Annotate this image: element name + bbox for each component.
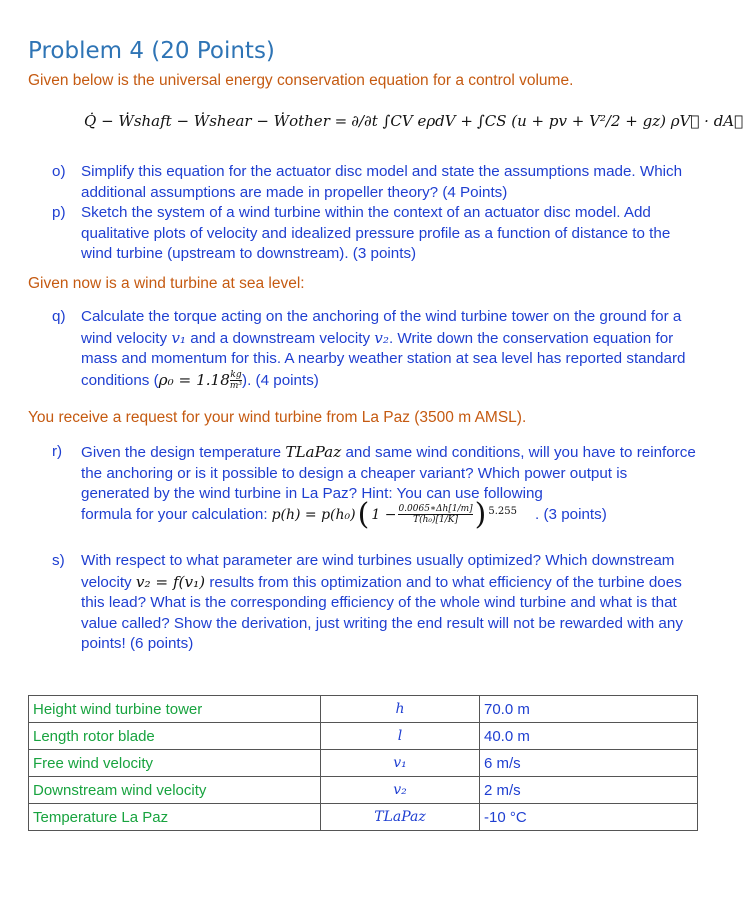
problem-title: Problem 4 (20 Points) [28, 38, 275, 64]
pressure-formula: p(h) = p(h₀) ( 1 − $\frac{0.0065∗\Delta h[1/m]}{\text{T(h₀)[1/K]}}$ ) 5.255 [271, 496, 518, 532]
r-text-a: Given the design temperature [81, 444, 282, 461]
formula-num: 0.0065∗Δh[1/m] [398, 504, 473, 514]
formula-fraction [398, 504, 472, 526]
r-points: . (3 points) [535, 505, 607, 523]
question-o-mark: o) [52, 163, 66, 180]
question-r-mark: r) [52, 443, 63, 460]
row-value: 2 m/s [480, 777, 698, 804]
question-o [52, 162, 697, 203]
table-row [29, 777, 698, 804]
r-formula-label: formula for your calculation: [81, 505, 268, 523]
row-value: 70.0 m [480, 696, 698, 723]
question-r-formula [52, 496, 697, 532]
question-p [52, 203, 697, 265]
row-label: Height wind turbine tower [29, 696, 321, 723]
question-r [52, 442, 697, 505]
r-tlapaz: TLaPaz [285, 443, 342, 461]
row-symbol: h [321, 696, 480, 723]
s-text-a: With respect to what parameter are wind turbines usually optimized? Which downstream velocity [81, 552, 675, 591]
q-rho: ρ₀ = 1.18 [158, 370, 230, 389]
row-value: 6 m/s [480, 750, 698, 777]
q-v2: v₂ [374, 328, 389, 347]
equation-lhs: Q̇ − Ẇshaft − Ẇshear − Ẇother = [84, 112, 348, 130]
row-value: -10 °C [480, 804, 698, 831]
row-label: Free wind velocity [29, 750, 321, 777]
la-paz-request: You receive a request for your wind turbine from La Paz (3500 m AMSL). [28, 409, 527, 426]
row-symbol: l [321, 723, 480, 750]
row-label: Downstream wind velocity [29, 777, 321, 804]
question-r-text [81, 442, 697, 505]
q-unit-num: kg [230, 369, 242, 380]
row-symbol: v₂ [321, 777, 480, 804]
question-s [52, 551, 697, 655]
table-row [29, 804, 698, 831]
r-text-b: and same wind conditions, will you have to reinforce the anchoring or is it possible to design a cheaper variant? Which power output is generated by the wind turbine in La Paz? Hint: You can use following [81, 444, 696, 502]
q-text-b: and a downstream velocity [190, 329, 371, 347]
question-q-mark: q) [52, 308, 66, 325]
given-values-table [28, 695, 698, 831]
formula-lhs: p(h) = p(h₀) [271, 506, 356, 523]
q-v1: v₁ [171, 328, 187, 347]
equation-term-1: ∂/∂t ∫CV eρdV + [351, 112, 473, 130]
table-row [29, 750, 698, 777]
row-label: Temperature La Paz [29, 804, 321, 831]
row-symbol: TLaPaz [321, 804, 480, 831]
table-row [29, 696, 698, 723]
q-text-a: Calculate the torque acting on the anchoring of the wind turbine tower on the ground for a wind velocity [81, 308, 682, 347]
question-q [52, 307, 697, 391]
q-unit [230, 370, 242, 392]
formula-exponent: 5.255 [488, 506, 518, 517]
s-v2f: v₂ = f(v₁) [135, 572, 206, 591]
q-text-d: ). (4 points) [242, 371, 319, 389]
question-p-text: Sketch the system of a wind turbine within the context of an actuator disc model. Add qualitative plots of velocity and idealized pressure profile as a function of distance to the wind turbine (upstream to downstream). (3 points) [81, 204, 671, 262]
question-p-mark: p) [52, 204, 66, 221]
q-text-c: . Write down the conservation equation for mass and momentum for this. A nearby weather station at sea level has reported standard conditions ( [81, 329, 686, 389]
row-symbol: v₁ [321, 750, 480, 777]
question-s-text [81, 551, 697, 655]
question-o-text: Simplify this equation for the actuator disc model and state the assumptions made. Which additional assumptions are made in propeller theory? (4 Points) [81, 163, 683, 201]
equation-term-2: ∫CS (u + pv + V²/2 + gz) ρV⃗ · dA⃗ [476, 112, 744, 130]
q-unit-den: m³ [229, 380, 243, 391]
question-s-mark: s) [52, 552, 65, 569]
intro-text: Given below is the universal energy conservation equation for a control volume. [28, 72, 574, 89]
row-label: Length rotor blade [29, 723, 321, 750]
question-q-text [81, 307, 697, 391]
formula-den: T(h₀)[1/K] [413, 515, 459, 526]
energy-equation [84, 112, 743, 130]
row-value: 40.0 m [480, 723, 698, 750]
table-row [29, 723, 698, 750]
s-text-b: results from this optimization and to what efficiency of the turbine does this lead? What is the corresponding efficiency of the whole wind turbine and what is that value called? Show the derivation, just writing the end result will not be rewarded with any points! (6 points) [81, 573, 683, 652]
formula-one: 1 − [371, 506, 397, 523]
sea-level-heading: Given now is a wind turbine at sea level: [28, 275, 305, 292]
